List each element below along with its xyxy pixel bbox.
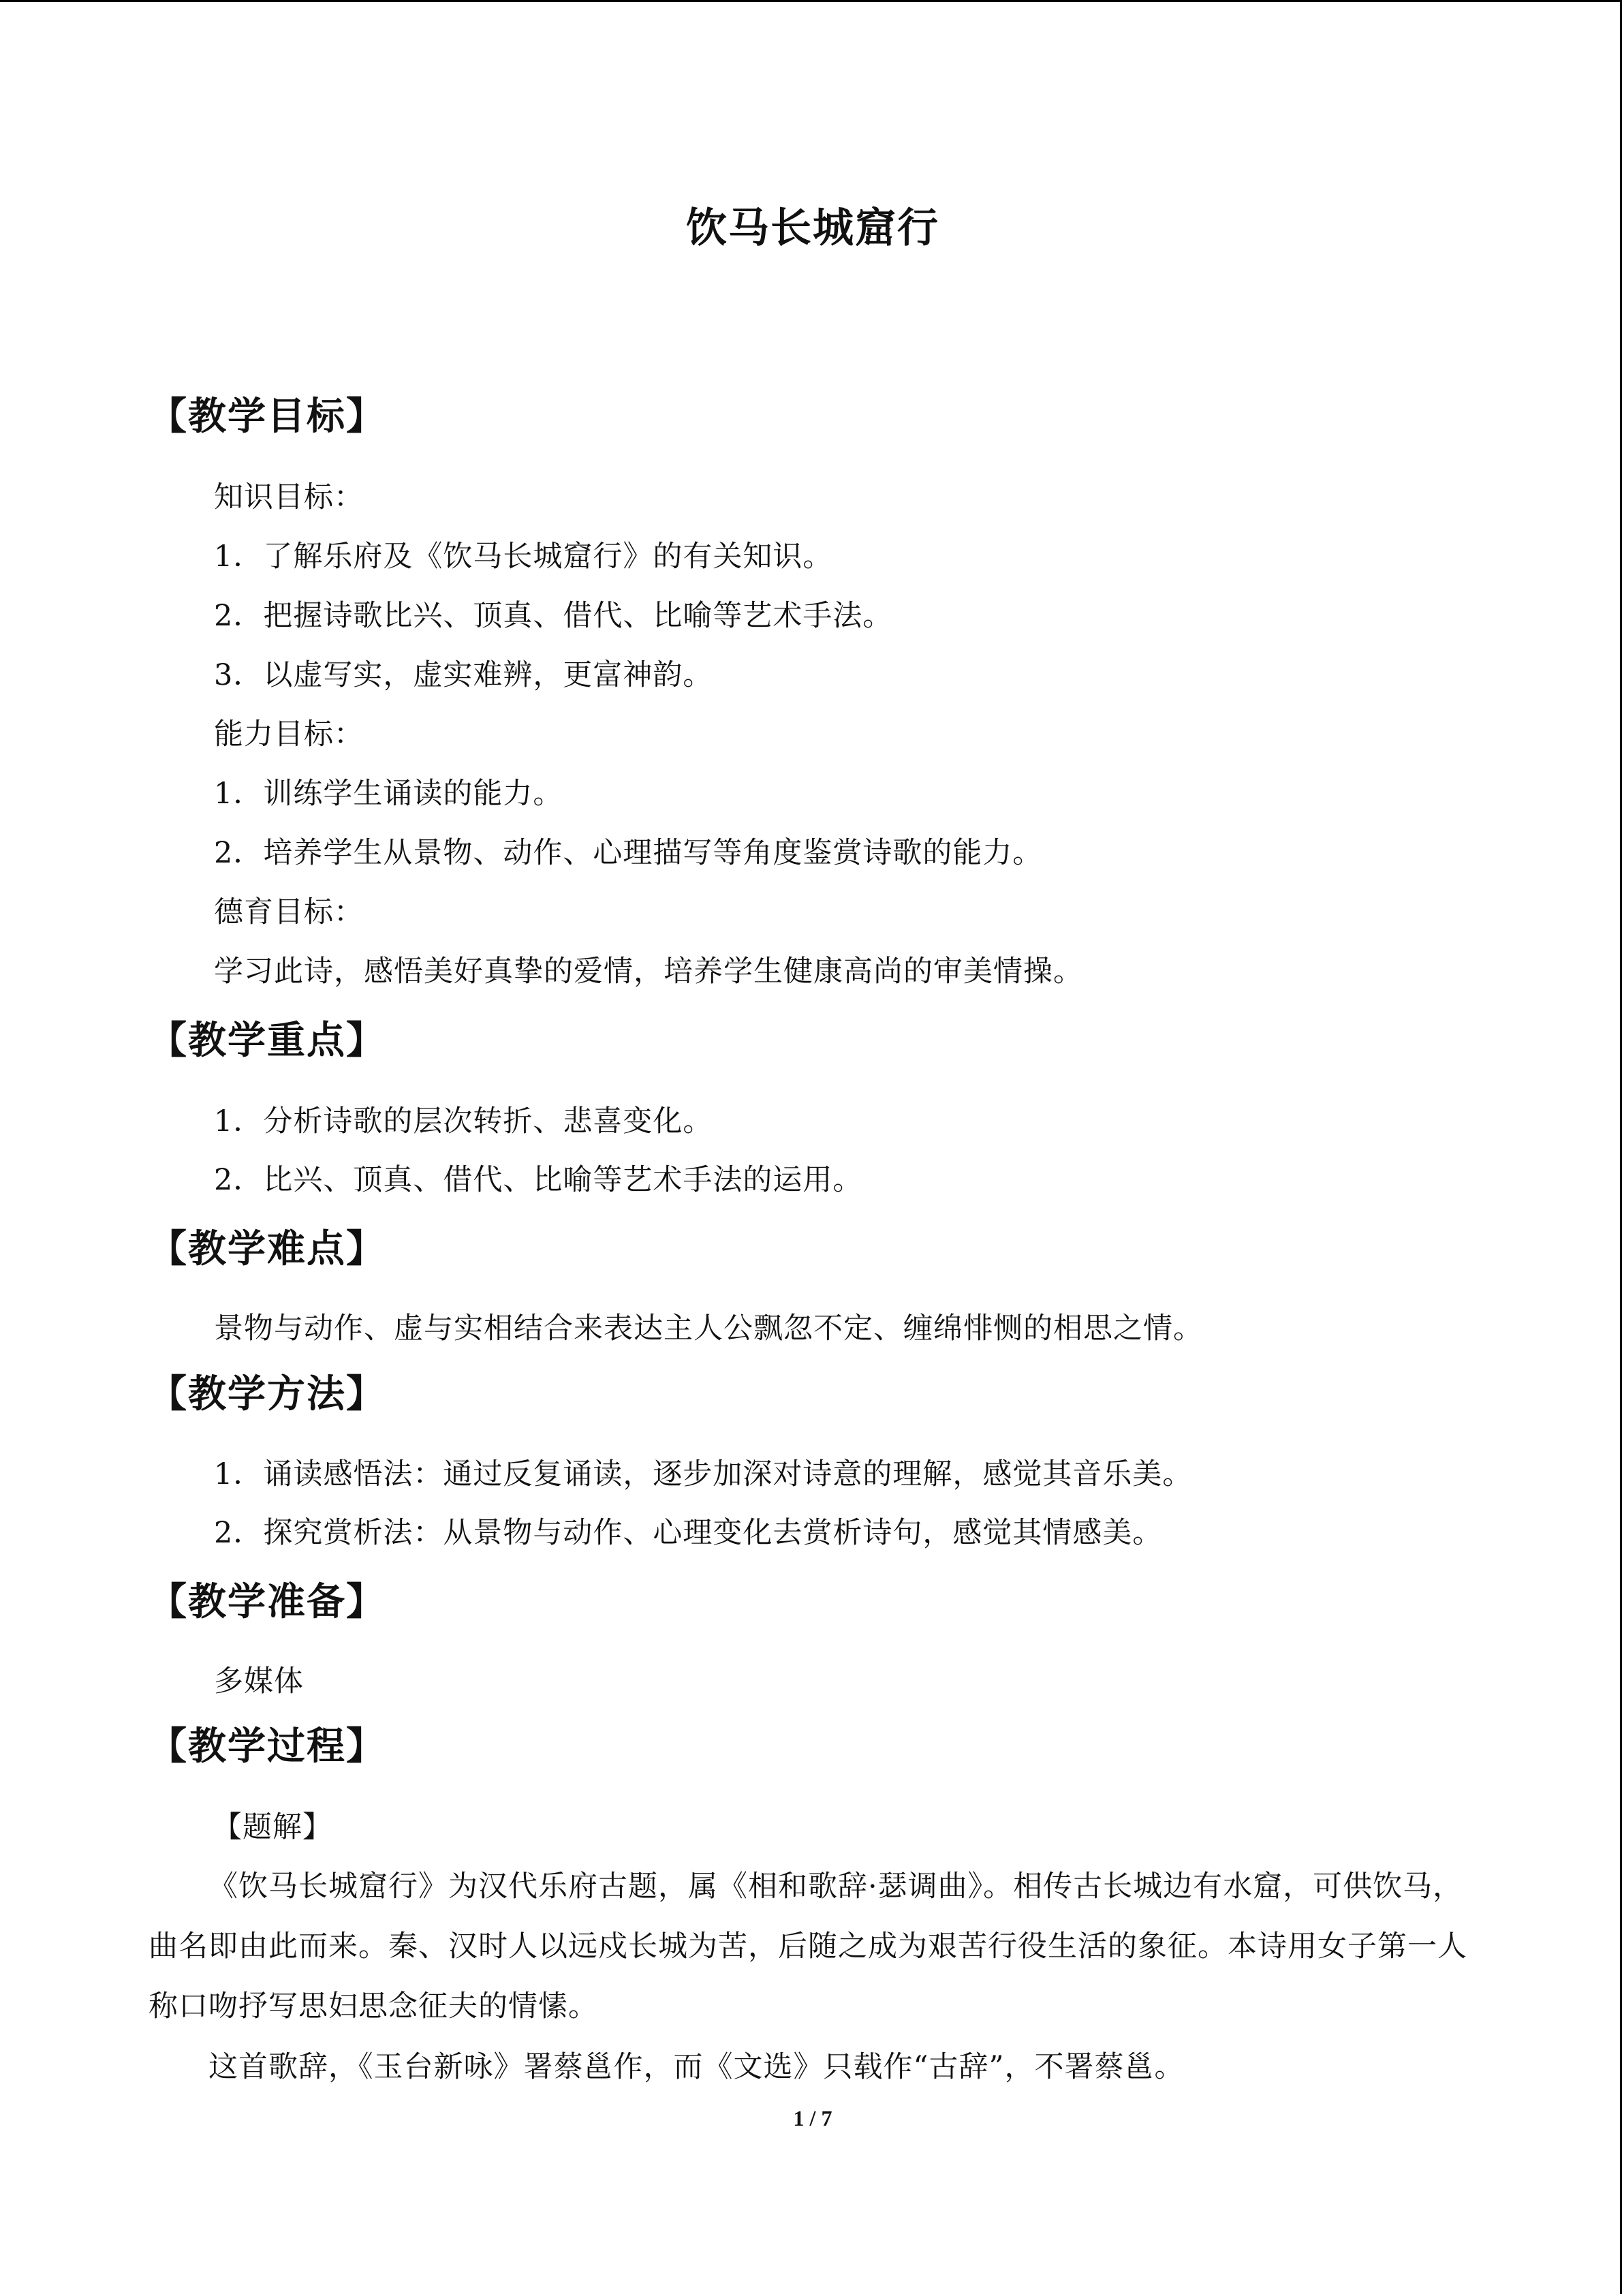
section-heading-key-points: 【教学重点】 (149, 1018, 386, 1063)
knowledge-objective-item: 2．把握诗歌比兴、顶真、借代、比喻等艺术手法。 (214, 599, 893, 633)
document-title: 饮马长城窟行 (686, 204, 939, 252)
section-heading-objectives: 【教学目标】 (149, 394, 386, 439)
knowledge-objective-item: 3．以虚写实，虚实难辨，更富神韵。 (214, 658, 713, 692)
section-heading-process: 【教学过程】 (149, 1724, 386, 1769)
section-heading-preparation: 【教学准备】 (149, 1579, 386, 1624)
process-paragraph: 《饮马长城窟行》为汉代乐府古题，属《相和歌辞·瑟调曲》。相传古长城边有水窟，可供饮马，曲名即由此而来。秦、汉时人以远戍长城为苦，后随之成为艰苦行役生活的象征。本诗用女子第一人称口吻抒写思妇思念征夫的情愫。 (149, 1870, 1467, 2023)
page-content (149, 2, 1477, 2296)
section-heading-methods: 【教学方法】 (149, 1371, 386, 1416)
process-subheading: 【题解】 (213, 1810, 332, 1844)
page-number: 1 / 7 (793, 2106, 832, 2130)
key-point-item: 2．比兴、顶真、借代、比喻等艺术手法的运用。 (214, 1163, 863, 1197)
key-point-item: 1．分析诗歌的层次转折、悲喜变化。 (214, 1104, 713, 1138)
difficulty-text: 景物与动作、虚与实相结合来表达主人公飘忽不定、缠绵悱恻的相思之情。 (214, 1312, 1203, 1346)
section-heading-difficulties: 【教学难点】 (149, 1226, 386, 1271)
preparation-text: 多媒体 (214, 1664, 304, 1698)
knowledge-objective-label: 知识目标： (214, 480, 364, 514)
moral-objective-label: 德育目标： (214, 895, 364, 929)
process-paragraph: 这首歌辞，《玉台新咏》署蔡邕作，而《文选》只载作“古辞”，不署蔡邕。 (208, 2050, 1185, 2084)
ability-objective-label: 能力目标： (214, 717, 364, 751)
moral-objective-text: 学习此诗，感悟美好真挚的爱情，培养学生健康高尚的审美情操。 (214, 955, 1083, 989)
ability-objective-item: 1．训练学生诵读的能力。 (214, 777, 563, 811)
knowledge-objective-item: 1．了解乐府及《饮马长城窟行》的有关知识。 (214, 540, 833, 574)
method-item: 2．探究赏析法：从景物与动作、心理变化去赏析诗句，感觉其情感美。 (214, 1516, 1163, 1550)
method-item: 1．诵读感悟法：通过反复诵读，逐步加深对诗意的理解，感觉其音乐美。 (214, 1457, 1193, 1491)
ability-objective-item: 2．培养学生从景物、动作、心理描写等角度鉴赏诗歌的能力。 (214, 836, 1043, 870)
